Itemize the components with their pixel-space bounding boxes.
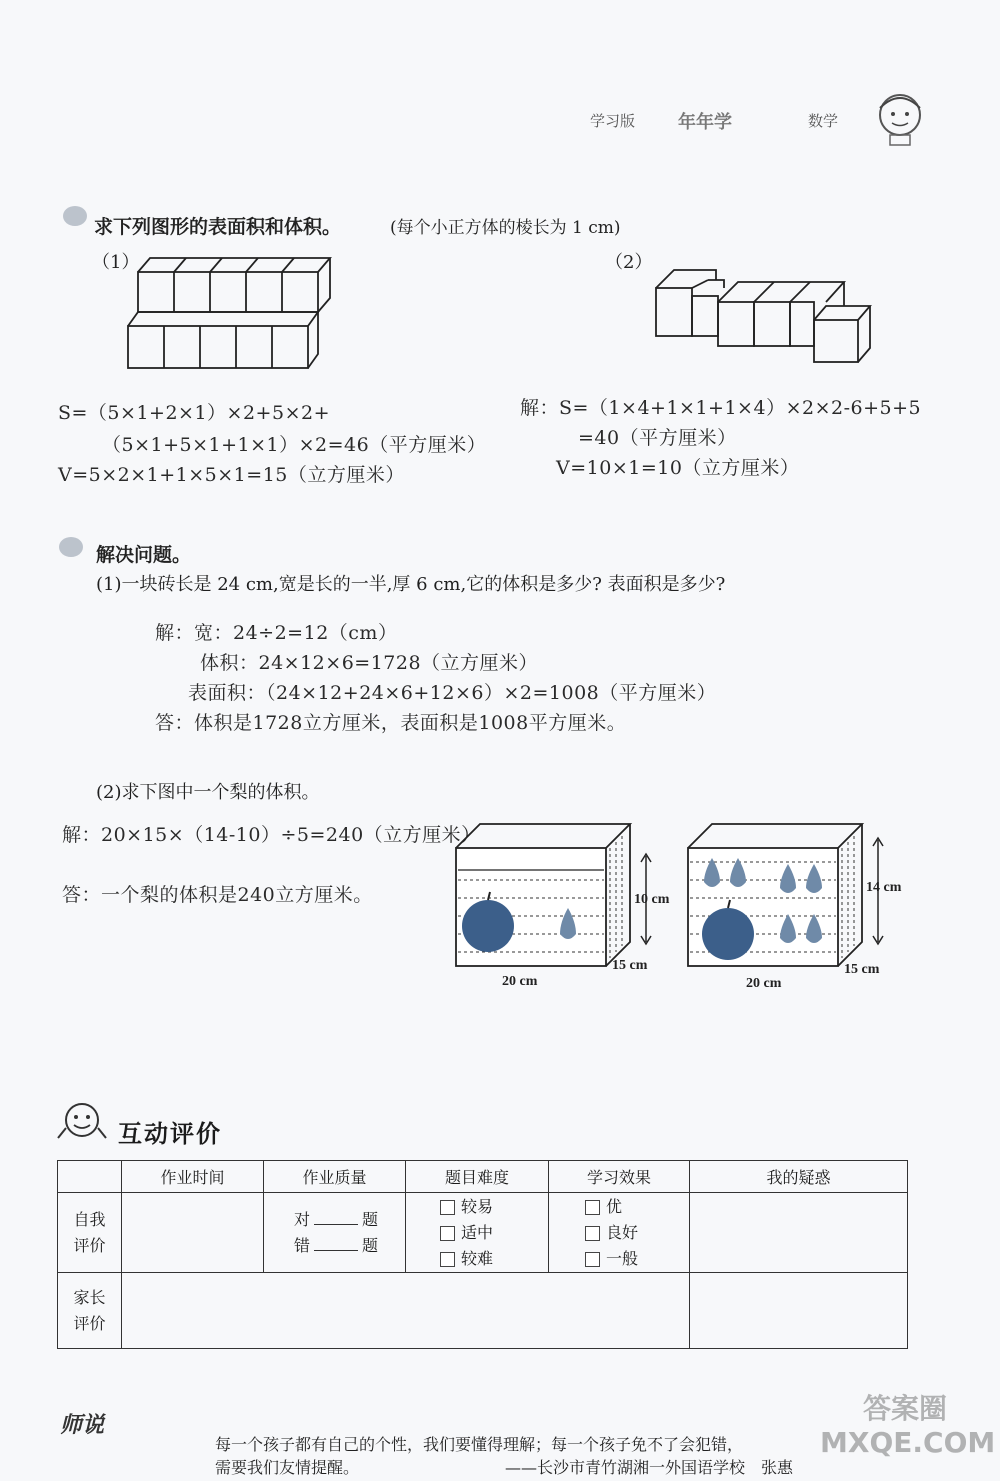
q1-answer-line3: 表面积：（24×12+24×6+12×6）×2=1008（平方厘米）: [188, 682, 717, 704]
q1-answer-line4: 答：体积是1728立方厘米，表面积是1008平方厘米。: [155, 712, 627, 734]
effect-option-average[interactable]: 一般: [585, 1246, 689, 1272]
figure2-label: （2）: [605, 252, 653, 273]
watermark-logo: 答案圈 MXQE.COM: [820, 1392, 996, 1459]
header-quality: 作业质量: [264, 1161, 406, 1193]
section2-title: 解决问题。: [96, 544, 192, 566]
header-effect: 学习效果: [549, 1161, 690, 1193]
footer-label: 师说: [60, 1413, 105, 1438]
evaluation-title: 互动评价: [118, 1120, 222, 1148]
effect-option-excellent[interactable]: 优: [585, 1194, 689, 1220]
footer-quote-line1: 每一个孩子都有自己的个性，我们要懂得理解；每一个孩子免不了会犯错，: [215, 1435, 744, 1454]
answer2-line2: =40（平方厘米）: [578, 427, 737, 449]
correct-label: 对: [294, 1209, 311, 1229]
tank2-length-label: 20 cm: [746, 976, 782, 991]
tank1-width-label: 15 cm: [612, 958, 648, 973]
self-effect-cell: [549, 1193, 690, 1273]
difficulty-option-easy[interactable]: 较易: [440, 1194, 548, 1220]
footer-attribution: ——长沙市青竹湖湘一外国语学校 张惠: [505, 1458, 794, 1477]
self-quality-cell[interactable]: [264, 1193, 406, 1273]
tank2-width-label: 15 cm: [844, 962, 880, 977]
checkbox-icon[interactable]: [585, 1252, 600, 1267]
header-series: 年年学: [678, 112, 732, 133]
checkbox-icon[interactable]: [440, 1226, 455, 1241]
checkbox-icon[interactable]: [440, 1252, 455, 1267]
answer2-line1: 解：S=（1×4+1×1+1×4）×2×2-6+5+5: [520, 397, 922, 419]
parent-eval-cell[interactable]: [122, 1273, 690, 1349]
row-parent-label: 家长评价: [58, 1273, 122, 1349]
q2-answer-line1: 解：20×15×（14-10）÷5=240（立方厘米）: [62, 824, 481, 846]
checkbox-icon[interactable]: [585, 1200, 600, 1215]
cube-figure-2: [650, 262, 885, 372]
header-edition: 学习版: [590, 112, 636, 130]
self-questions-cell[interactable]: [690, 1193, 908, 1273]
evaluation-table: [57, 1160, 908, 1349]
cube-figure-1: [120, 250, 350, 380]
checkbox-icon[interactable]: [585, 1226, 600, 1241]
footer-quote-line2: 需要我们友情提醒。: [215, 1458, 360, 1477]
section-badge-icon: [58, 536, 84, 558]
header-difficulty: 题目难度: [406, 1161, 549, 1193]
difficulty-option-hard[interactable]: 较难: [440, 1246, 548, 1272]
section-badge-icon: [62, 205, 88, 227]
self-difficulty-cell: [406, 1193, 549, 1273]
effect-option-good[interactable]: 良好: [585, 1220, 689, 1246]
correct-unit: 题: [362, 1209, 379, 1229]
table-corner: [58, 1161, 122, 1193]
answer1-line2: （5×1+5×1+1×1）×2=46（平方厘米）: [102, 434, 487, 456]
figure1-label: （1）: [92, 252, 140, 273]
section1-title: 求下列图形的表面积和体积。: [94, 216, 342, 238]
section1-note: (每个小正方体的棱长为 1 cm): [390, 218, 621, 238]
header-subject: 数学: [808, 112, 839, 130]
q2-answer-line2: 答：一个梨的体积是240立方厘米。: [62, 884, 373, 906]
answer1-line3: V=5×2×1+1×5×1=15（立方厘米）: [58, 464, 405, 486]
tank2-height-label: 14 cm: [866, 880, 902, 895]
header-questions: 我的疑惑: [690, 1161, 908, 1193]
row-self-label: 自我评价: [58, 1193, 122, 1273]
checkbox-icon[interactable]: [440, 1200, 455, 1215]
tank1-height-label: 10 cm: [634, 892, 670, 907]
smiley-mascot-icon: [56, 1098, 116, 1148]
answer1-line1: S=（5×1+2×1）×2+5×2+: [58, 402, 330, 424]
question1-text: (1)一块砖长是 24 cm,宽是长的一半,厚 6 cm,它的体积是多少? 表面积是多少?: [96, 574, 726, 595]
parent-questions-cell[interactable]: [690, 1273, 908, 1349]
header-time: 作业时间: [122, 1161, 264, 1193]
self-time-cell[interactable]: [122, 1193, 264, 1273]
wrong-label: 错: [294, 1235, 311, 1255]
wrong-unit: 题: [362, 1235, 379, 1255]
tank1-length-label: 20 cm: [502, 974, 538, 989]
question2-text: (2)求下图中一个梨的体积。: [96, 782, 320, 803]
difficulty-option-medium[interactable]: 适中: [440, 1220, 548, 1246]
q1-answer-line2: 体积：24×12×6=1728（立方厘米）: [200, 652, 539, 674]
mascot-girl-icon: [860, 90, 940, 150]
q1-answer-line1: 解：宽：24÷2=12（cm）: [155, 622, 398, 644]
answer2-line3: V=10×1=10（立方厘米）: [556, 457, 800, 479]
